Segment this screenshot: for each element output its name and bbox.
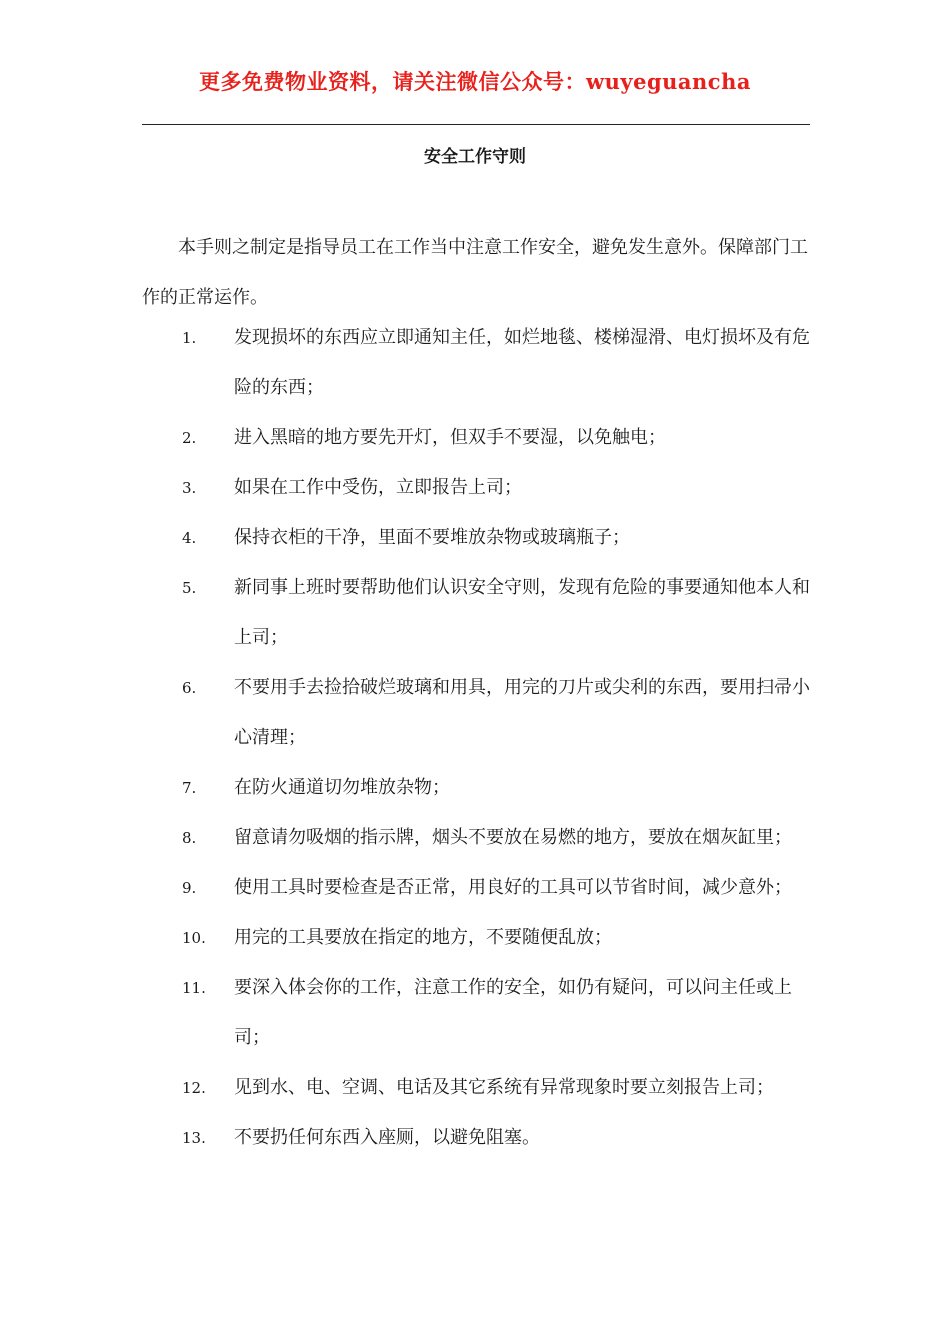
item-text: 用完的工具要放在指定的地方，不要随便乱放； (234, 927, 612, 948)
item-number: 6. (182, 679, 197, 697)
item-number: 5. (182, 579, 197, 597)
list-item (142, 513, 822, 563)
item-number: 8. (182, 829, 197, 847)
item-text: 新同事上班时要帮助他们认识安全守则，发现有危险的事要通知他本人和上司； (234, 577, 810, 648)
item-number: 3. (182, 479, 197, 497)
item-text: 进入黑暗的地方要先开灯，但双手不要湿，以免触电； (234, 427, 666, 448)
item-text: 保持衣柜的干净，里面不要堆放杂物或玻璃瓶子； (234, 527, 630, 548)
item-text: 如果在工作中受伤，立即报告上司； (234, 477, 522, 498)
list-item (142, 413, 822, 463)
list-item (142, 913, 822, 963)
item-number: 13. (182, 1129, 206, 1147)
document-title: 安全工作守则 (424, 147, 526, 167)
item-number: 2. (182, 429, 197, 447)
list-item (142, 963, 822, 1063)
item-number: 12. (182, 1079, 206, 1097)
list-item (142, 763, 822, 813)
item-text: 要深入体会你的工作，注意工作的安全，如仍有疑问，可以问主任或上司； (234, 977, 792, 1048)
item-number: 7. (182, 779, 197, 797)
item-number: 1. (182, 329, 197, 347)
item-text: 不要用手去捡拾破烂玻璃和用具，用完的刀片或尖利的东西，要用扫帚小心清理； (234, 677, 810, 748)
item-number: 11. (182, 979, 206, 997)
list-item (142, 663, 822, 763)
item-number: 4. (182, 529, 197, 547)
list-item (142, 313, 822, 413)
intro-paragraph: 本手则之制定是指导员工在工作当中注意工作安全，避免发生意外。保障部门工作的正常运作。 (142, 237, 808, 308)
list-item (142, 463, 822, 513)
item-text: 不要扔任何东西入座厕，以避免阻塞。 (234, 1127, 540, 1148)
rules-list (142, 313, 822, 1163)
item-text: 在防火通道切勿堆放杂物； (234, 777, 450, 798)
item-text: 见到水、电、空调、电话及其它系统有异常现象时要立刻报告上司； (234, 1077, 774, 1098)
list-item (142, 863, 822, 913)
header-divider (142, 124, 810, 125)
list-item (142, 563, 822, 663)
list-item (142, 813, 822, 863)
item-text: 留意请勿吸烟的指示牌，烟头不要放在易燃的地方，要放在烟灰缸里； (234, 827, 792, 848)
list-item (142, 1113, 822, 1163)
list-item (142, 1063, 822, 1113)
header-banner: 更多免费物业资料，请关注微信公众号：wuyeguancha (199, 69, 751, 94)
item-number: 10. (182, 929, 206, 947)
item-text: 发现损坏的东西应立即通知主任，如烂地毯、楼梯湿滑、电灯损坏及有危险的东西； (234, 327, 810, 398)
item-number: 9. (182, 879, 197, 897)
item-text: 使用工具时要检查是否正常，用良好的工具可以节省时间，减少意外； (234, 877, 792, 898)
